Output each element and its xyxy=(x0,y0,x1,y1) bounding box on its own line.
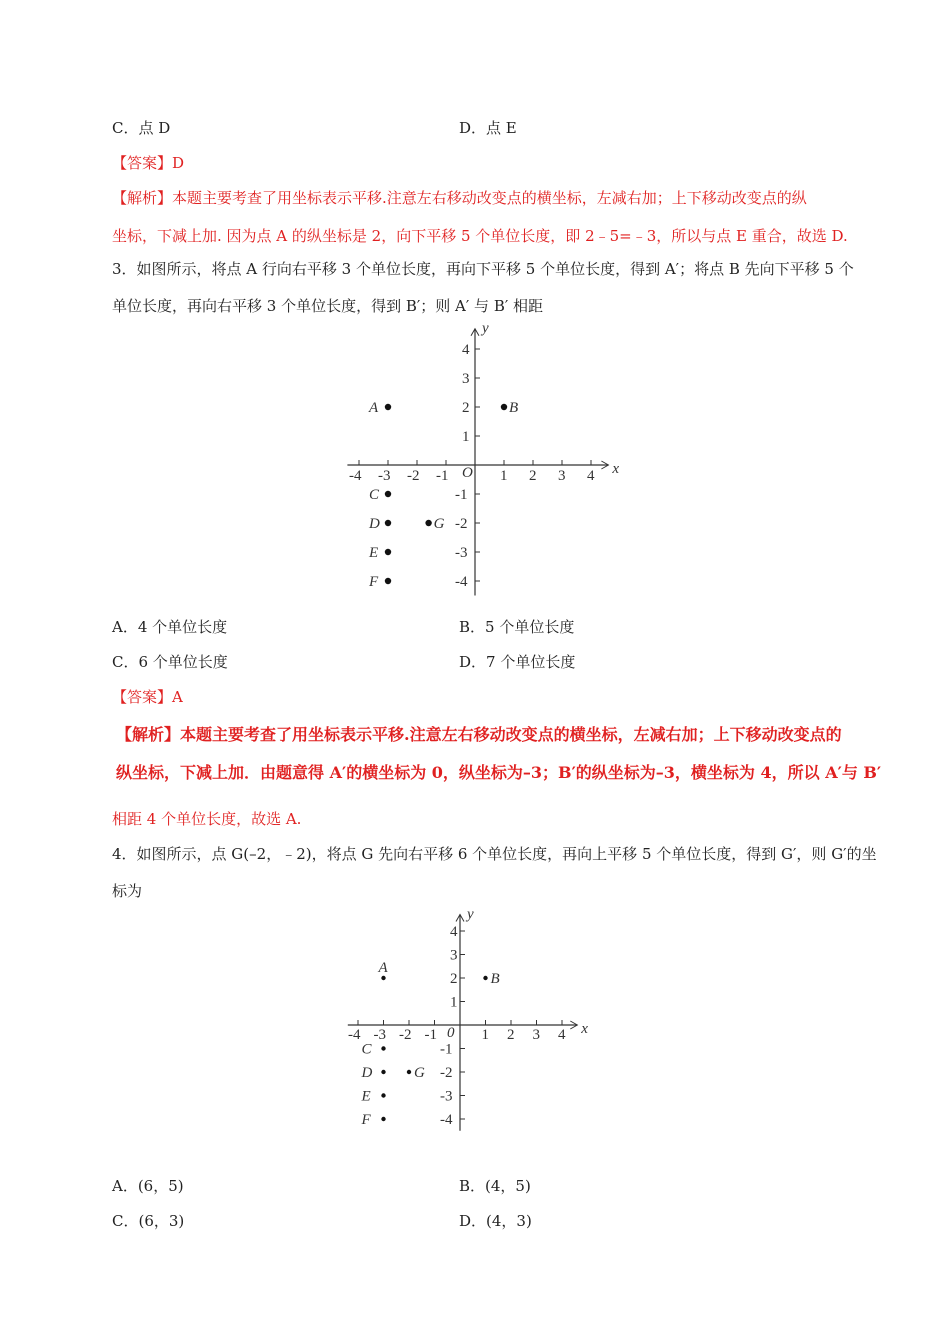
origin-label: 0 xyxy=(447,1025,455,1041)
y-tick-label: 4 xyxy=(450,924,458,940)
point-label-D: D xyxy=(369,516,380,532)
x-tick-label: 4 xyxy=(587,468,595,484)
point-A xyxy=(381,976,385,980)
y-tick-label: -1 xyxy=(455,487,468,503)
point-F xyxy=(381,1117,385,1121)
point-E xyxy=(385,549,391,555)
q3-analysis-line3: 相距 4 个单位长度，故选 A. xyxy=(112,810,302,828)
point-E xyxy=(381,1093,385,1097)
q2-analysis-line1: 【解析】本题主要考查了用坐标表示平移.注意左右移动改变点的横坐标，左减右加；上下移动改变点的纵 xyxy=(112,189,807,207)
y-tick-label: 2 xyxy=(450,971,458,987)
point-label-D: D xyxy=(361,1065,373,1081)
y-tick-label: -2 xyxy=(455,516,468,532)
point-G xyxy=(425,520,431,526)
q4-option-c[interactable]: C．(6，3) xyxy=(112,1212,185,1230)
point-label-A: A xyxy=(378,960,388,976)
y-tick-label: 1 xyxy=(450,994,458,1011)
x-tick-label: 1 xyxy=(500,468,508,484)
y-tick-label: 3 xyxy=(450,947,458,964)
point-D xyxy=(385,520,391,526)
x-axis-label: x xyxy=(581,1021,588,1037)
point-label-G: G xyxy=(414,1065,425,1081)
q3-option-d[interactable]: D．7 个单位长度 xyxy=(459,653,576,671)
q2-answer: 【答案】D xyxy=(112,154,185,172)
x-tick-label: -3 xyxy=(373,1027,386,1043)
x-tick-label: -4 xyxy=(349,468,362,484)
y-axis-label: y xyxy=(467,906,474,923)
x-tick-label: -2 xyxy=(407,468,420,484)
point-A xyxy=(385,404,391,410)
q2-option-d[interactable]: D．点 E xyxy=(459,119,517,137)
x-tick-label: 1 xyxy=(481,1027,489,1043)
point-label-B: B xyxy=(490,971,500,987)
x-tick-label: -1 xyxy=(424,1027,437,1043)
point-B xyxy=(483,976,487,980)
q3-option-c[interactable]: C．6 个单位长度 xyxy=(112,653,228,671)
q2-analysis-line2: 坐标，下减上加. 因为点 A 的纵坐标是 2，向下平移 5 个单位长度，即 2﹣5=﹣3，所以与点 E 重合，故选 D. xyxy=(112,227,848,245)
y-tick-label: -3 xyxy=(440,1088,453,1105)
q4-option-b[interactable]: B．(4，5) xyxy=(459,1177,531,1195)
point-label-A: A xyxy=(369,400,379,416)
q3-analysis-line2: 纵坐标，下减上加．由题意得 A′的横坐标为 0，纵坐标为–3；B′的纵坐标为–3，横坐标为 4，所以 A′与 B′ xyxy=(116,763,882,782)
point-D xyxy=(381,1070,385,1074)
x-tick-label: 3 xyxy=(558,468,566,484)
y-axis-label: y xyxy=(482,320,489,337)
x-tick-label: -3 xyxy=(378,468,391,484)
point-label-G: G xyxy=(433,516,445,532)
y-tick-label: 1 xyxy=(462,429,470,445)
x-tick-label: 2 xyxy=(529,468,537,484)
point-label-B: B xyxy=(509,400,519,416)
y-tick-label: 4 xyxy=(462,342,470,358)
q4-stem-line2: 标为 xyxy=(112,882,143,900)
point-B xyxy=(501,404,507,410)
y-tick-label: -1 xyxy=(440,1041,453,1058)
q3-answer: 【答案】A xyxy=(112,688,183,706)
q3-analysis-line1: 【解析】本题主要考查了用坐标表示平移.注意左右移动改变点的横坐标，左减右加；上下移动改变点的 xyxy=(116,725,842,744)
x-axis-label: x xyxy=(612,461,620,477)
x-tick-label: -1 xyxy=(436,468,449,484)
point-G xyxy=(407,1070,411,1074)
y-tick-label: 3 xyxy=(462,371,470,387)
origin-label: O xyxy=(462,465,473,481)
q3-option-b[interactable]: B．5 个单位长度 xyxy=(459,618,575,636)
q3-option-a[interactable]: A．4 个单位长度 xyxy=(112,618,228,636)
x-tick-label: -4 xyxy=(348,1027,361,1043)
q3-stem-line2: 单位长度，再向右平移 3 个单位长度，得到 B′；则 A′ 与 B′ 相距 xyxy=(112,297,544,315)
q3-stem-line1: 3．如图所示，将点 A 行向右平移 3 个单位长度，再向下平移 5 个单位长度，得到 A′；将点 B 先向下平移 5 个 xyxy=(112,260,854,278)
q4-option-a[interactable]: A．(6，5) xyxy=(112,1177,184,1195)
q4-stem-line1: 4．如图所示，点 G(–2，﹣2)，将点 G 先向右平移 6 个单位长度，再向上平移 5 个单位长度，得到 G′，则 G′的坐 xyxy=(112,845,877,863)
x-tick-label: -2 xyxy=(399,1027,412,1043)
x-tick-label: 3 xyxy=(532,1027,540,1043)
y-tick-label: -4 xyxy=(440,1112,453,1128)
q4-option-d[interactable]: D．(4，3) xyxy=(459,1212,532,1230)
point-label-E: E xyxy=(361,1088,371,1105)
x-tick-label: 4 xyxy=(558,1027,566,1043)
point-label-F: F xyxy=(369,574,379,590)
point-label-E: E xyxy=(369,545,379,561)
q2-option-c[interactable]: C．点 D xyxy=(112,119,171,137)
y-tick-label: -4 xyxy=(455,574,468,590)
point-label-C: C xyxy=(369,487,380,503)
point-label-F: F xyxy=(361,1112,371,1128)
y-tick-label: -3 xyxy=(455,545,468,561)
point-F xyxy=(385,578,391,584)
y-tick-label: -2 xyxy=(440,1065,453,1081)
point-C xyxy=(385,491,391,497)
point-C xyxy=(381,1046,385,1050)
x-tick-label: 2 xyxy=(507,1027,515,1043)
point-label-C: C xyxy=(361,1041,372,1058)
y-tick-label: 2 xyxy=(462,400,470,416)
